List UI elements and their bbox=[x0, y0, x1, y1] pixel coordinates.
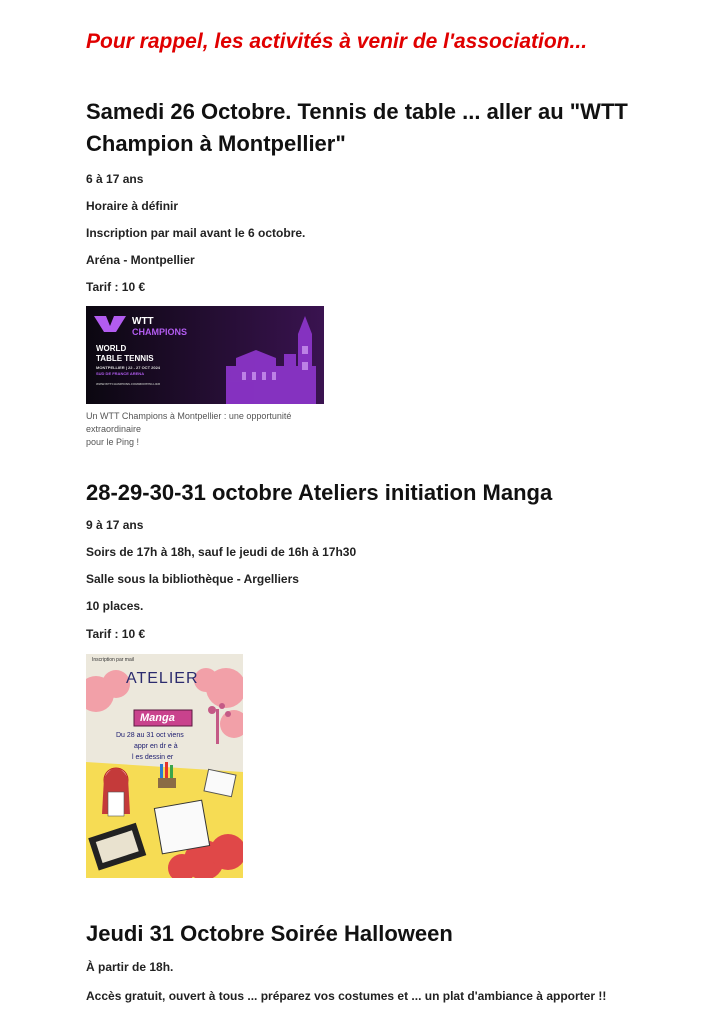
event-location: Aréna - Montpellier bbox=[86, 253, 195, 267]
event-title: 28-29-30-31 octobre Ateliers initiation Manga bbox=[86, 480, 553, 505]
wtt-image-caption bbox=[86, 410, 326, 449]
manga-poster-title: ATELIER bbox=[126, 670, 199, 687]
wtt-line-table-tennis: TABLE TENNIS bbox=[96, 354, 154, 363]
event-age: 6 à 17 ans bbox=[86, 172, 144, 186]
event-time: À partir de 18h. bbox=[86, 960, 174, 974]
event-age: 9 à 17 ans bbox=[86, 518, 144, 532]
event-price: Tarif : 10 € bbox=[86, 280, 146, 294]
manga-top-note: Inscription par mail bbox=[92, 657, 134, 663]
event-title-line2: Champion à Montpellier" bbox=[86, 131, 346, 156]
event-description: Accès gratuit, ouvert à tous ... préparez vos costumes et ... un plat d'ambiance à apporter !! bbox=[86, 989, 607, 1003]
manga-poster-line2: appr en dr e à bbox=[134, 743, 178, 750]
page-headline: Pour rappel, les activités à venir de l'association... bbox=[86, 30, 588, 53]
event-schedule: Soirs de 17h à 18h, sauf le jeudi de 16h à 17h30 bbox=[86, 545, 357, 559]
wtt-caption-line1: Un WTT Champions à Montpellier : une opportunité extraordinaire bbox=[86, 411, 292, 434]
event-location: Salle sous la bibliothèque - Argelliers bbox=[86, 572, 299, 586]
event-title: Jeudi 31 Octobre Soirée Halloween bbox=[86, 921, 453, 946]
wtt-brand-line2: CHAMPIONS bbox=[132, 327, 188, 337]
wtt-venue: SUD DE FRANCE ARENA bbox=[96, 371, 145, 376]
event-title-line1: Samedi 26 Octobre. Tennis de table ... aller au "WTT bbox=[86, 99, 628, 124]
wtt-brand-line1: WTT bbox=[132, 316, 154, 327]
wtt-line-world: WORLD bbox=[96, 344, 127, 353]
manga-poster-line3: l es dessin er bbox=[132, 754, 174, 761]
event-registration: Inscription par mail avant le 6 octobre. bbox=[86, 226, 306, 240]
manga-poster-line1: Du 28 au 31 oct viens bbox=[116, 732, 184, 739]
wtt-event-info: MONTPELLIER | 22 - 27 OCT 2024 bbox=[96, 365, 161, 370]
event-places: 10 places. bbox=[86, 599, 144, 613]
wtt-banner-image bbox=[86, 306, 324, 404]
manga-word: Manga bbox=[140, 712, 175, 724]
event-price: Tarif : 10 € bbox=[86, 627, 146, 641]
manga-poster-image bbox=[86, 654, 243, 878]
wtt-caption-line2: pour le Ping ! bbox=[86, 437, 140, 447]
manga-girl-icon bbox=[102, 768, 130, 816]
wtt-website: WWW.WTTCHAMPIONS.COM/MONTPELLIER bbox=[96, 382, 161, 386]
event-time: Horaire à définir bbox=[86, 199, 179, 213]
